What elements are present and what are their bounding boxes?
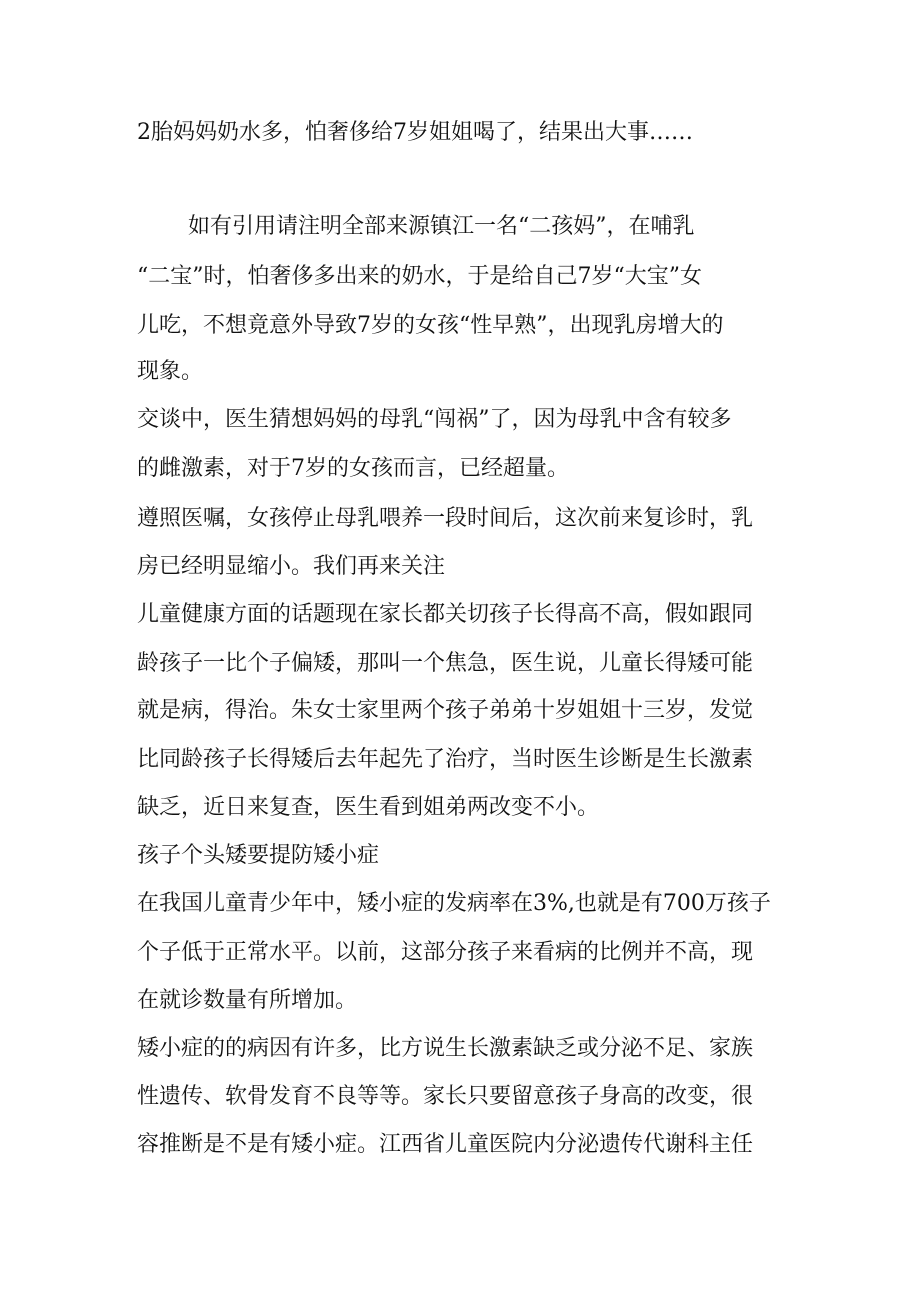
paragraph-line: 现象。 (137, 359, 204, 384)
paragraph-line: 矮小症的的病因有许多，比方说生长激素缺乏或分泌不足、家族 (137, 1036, 754, 1061)
paragraph-line: 交谈中，医生猜想妈妈的母乳“闯祸”了，因为母乳中含有较多 (137, 407, 732, 432)
paragraph-line: 个子低于正常水平。以前，这部分孩子来看病的比例并不高，现 (137, 940, 754, 965)
paragraph-line: 比同龄孩子长得矮后去年起先了治疗，当时医生诊断是生长激素 (137, 747, 754, 772)
paragraph-line: 如有引用请注明全部来源镇江一名“二孩妈”，在哺乳 (188, 214, 695, 239)
document-title: 2胎妈妈奶水多，怕奢侈给7岁姐姐喝了，结果出大事…… (137, 120, 693, 145)
paragraph-line: 在就诊数量有所增加。 (137, 988, 358, 1013)
paragraph-line: 龄孩子一比个子偏矮，那叫一个焦急，医生说，儿童长得矮可能 (137, 651, 754, 676)
paragraph-line: 性遗传、软骨发育不良等等。家长只要留意孩子身高的改变，很 (137, 1084, 754, 1109)
paragraph-line: 遵照医嘱，女孩停止母乳喂养一段时间后，这次前来复诊时，乳 (137, 506, 754, 531)
paragraph-line: 缺乏，近日来复查，医生看到姐弟两改变不小。 (137, 795, 600, 820)
section-heading: 孩子个头矮要提防矮小症 (137, 843, 380, 868)
paragraph-line: 儿吃，不想竟意外导致7岁的女孩“性早熟”，出现乳房增大的 (137, 313, 724, 338)
paragraph-line: 在我国儿童青少年中，矮小症的发病率在3%,也就是有700万孩子 (137, 891, 771, 916)
paragraph-line: 儿童健康方面的话题现在家长都关切孩子长得高不高，假如跟同 (137, 602, 754, 627)
paragraph-line: 容推断是不是有矮小症。江西省儿童医院内分泌遗传代谢科主任 (137, 1132, 754, 1157)
paragraph-line: 的雌激素，对于7岁的女孩而言，已经超量。 (137, 456, 569, 481)
paragraph-line: 房已经明显缩小。我们再来关注 (137, 554, 446, 579)
paragraph-line: 就是病，得治。朱女士家里两个孩子弟弟十岁姐姐十三岁，发觉 (137, 698, 754, 723)
paragraph-line: “二宝”时，怕奢侈多出来的奶水，于是给自己7岁“大宝”女 (137, 264, 702, 289)
